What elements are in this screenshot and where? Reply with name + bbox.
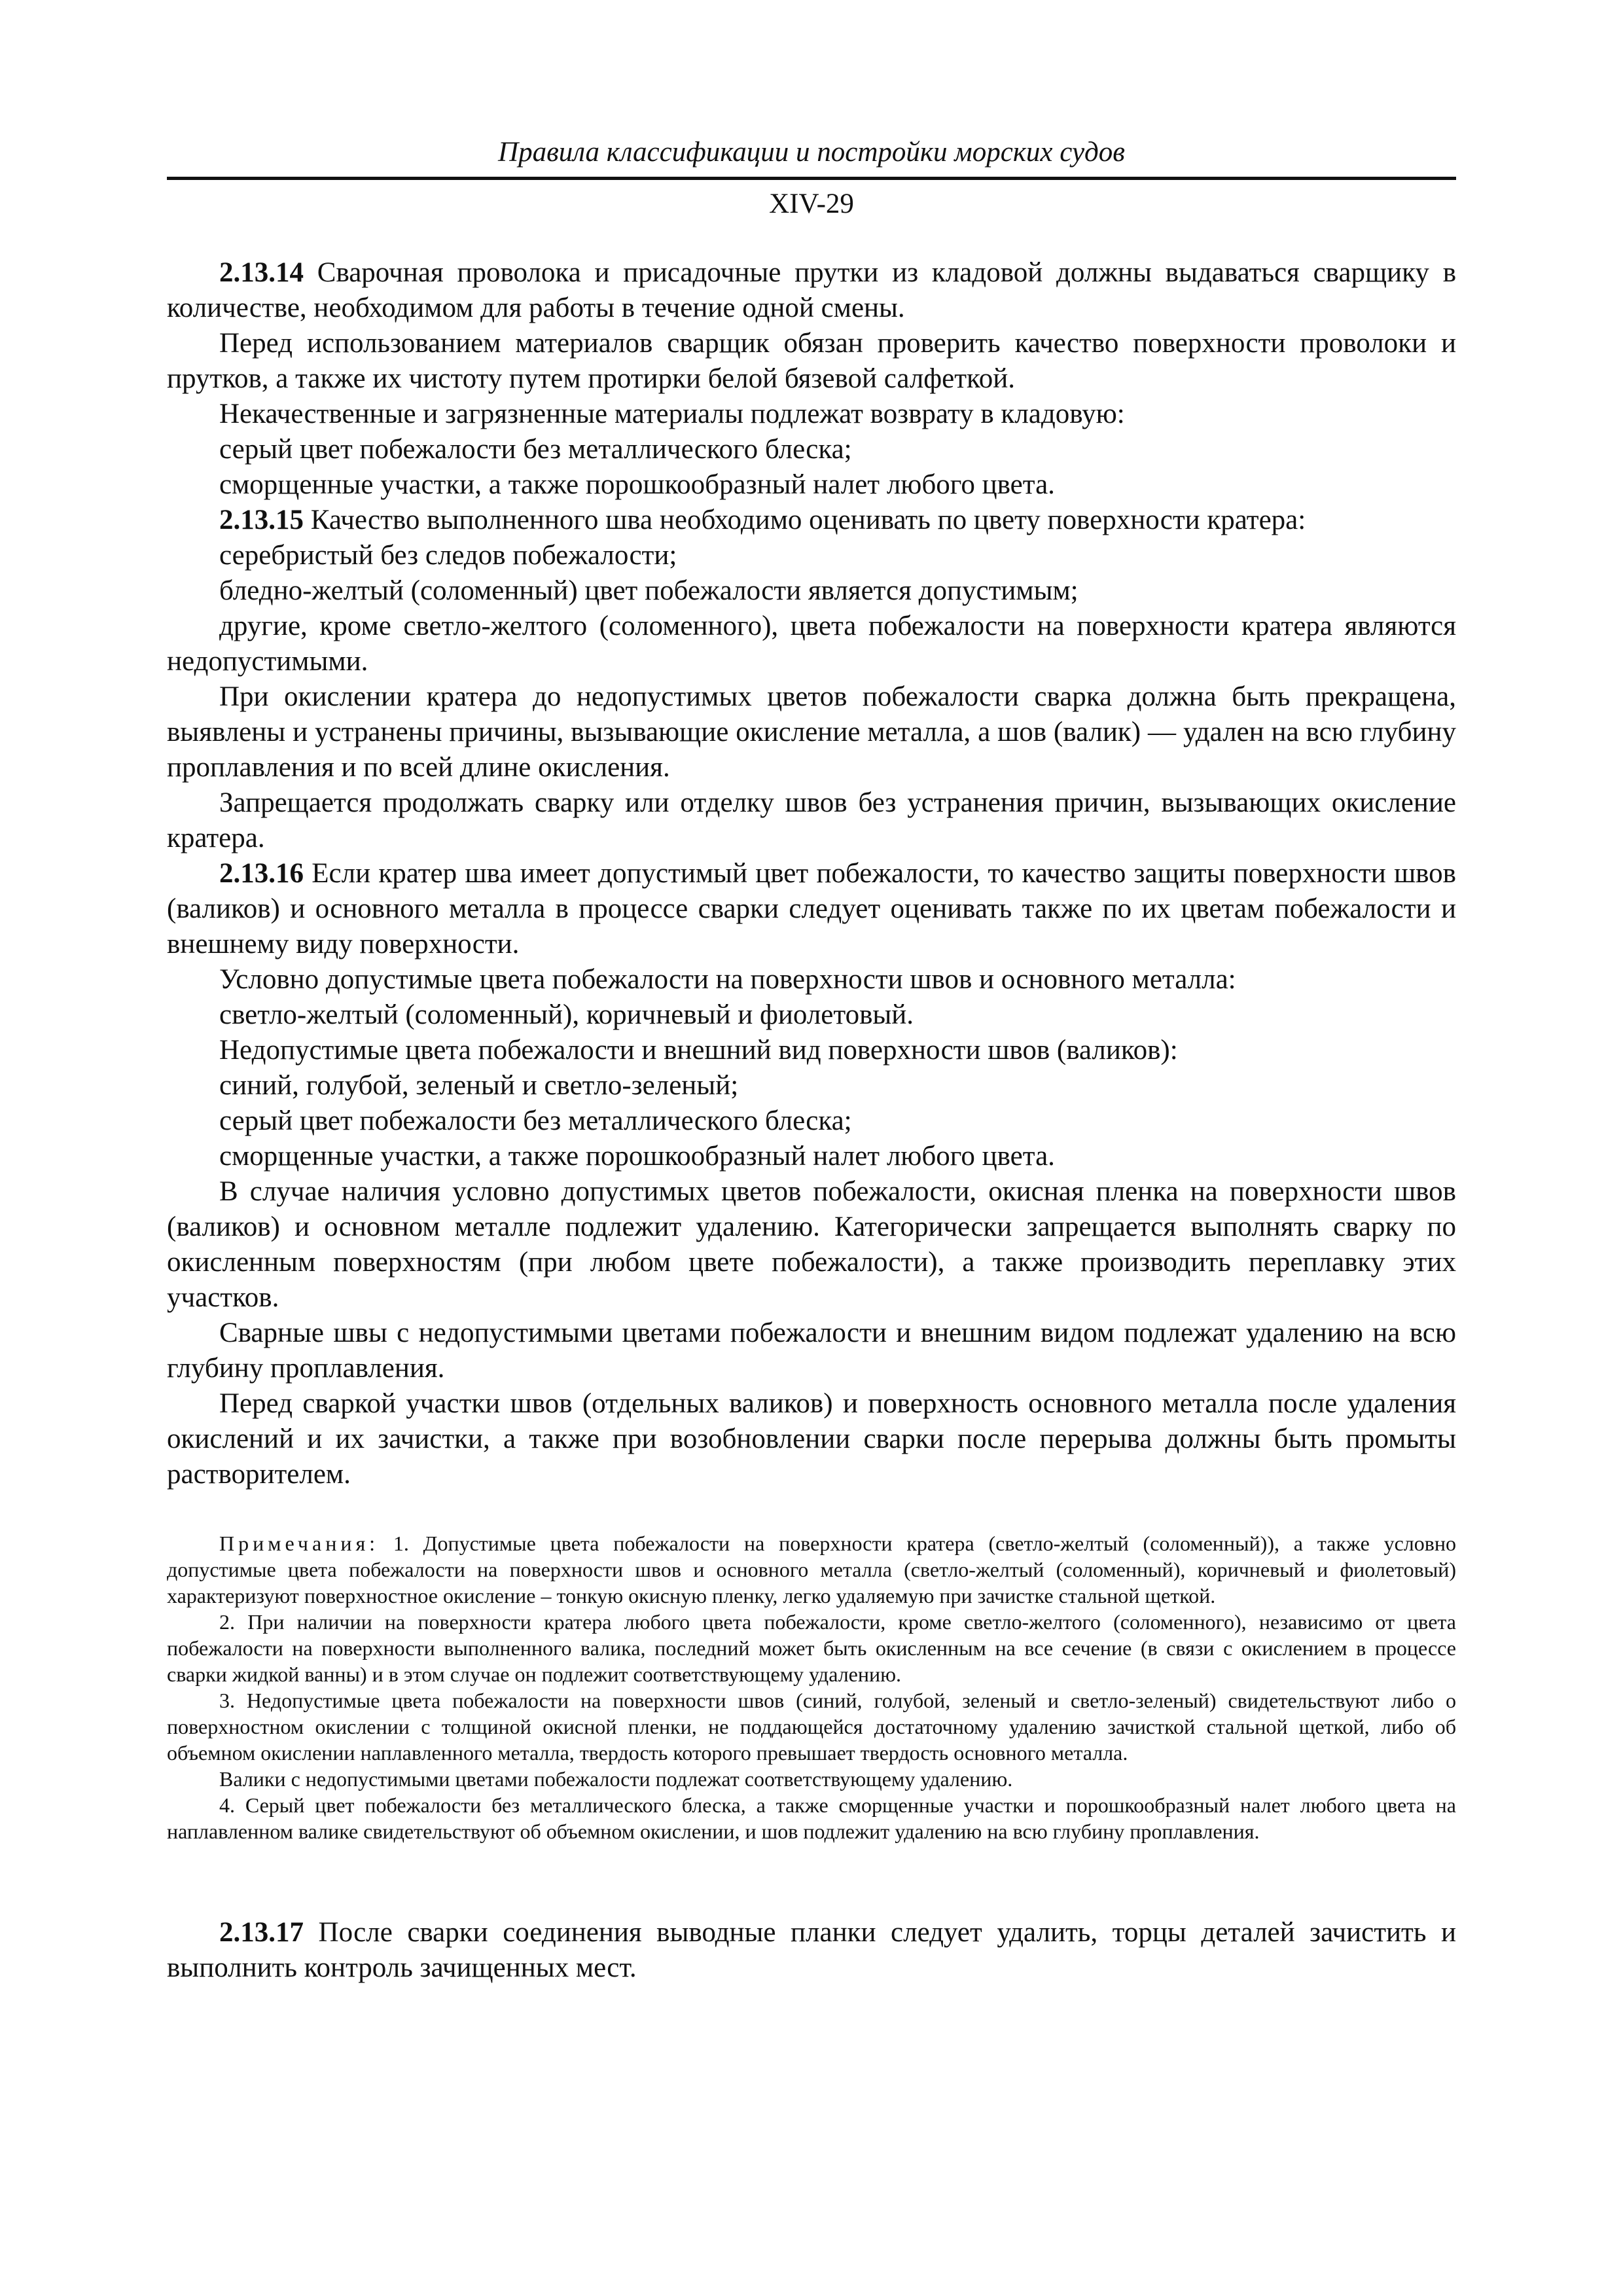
list-item: серебристый без следов побежалости; xyxy=(219,540,677,571)
paragraph xyxy=(167,255,1456,326)
list-item: сморщенные участки, а также порошкообразный налет любого цвета. xyxy=(219,1141,1055,1172)
note-3: 3. Недопустимые цвета побежалости на поверхности швов (синий, голубой, зеленый и светло-зеленый) свидетельствуют либо о поверхностном окислении с толщиной окисной пленки, не поддающейся достаточному удалению зачисткой стальной щеткой, либо об объемном окислении наплавленного металла, твердость которого превышает твердость основного металла. xyxy=(167,1689,1456,1765)
paragraph: Запрещается продолжать сварку или отделку швов без устранения причин, вызывающих окисление кратера. xyxy=(167,787,1456,853)
note-3-continuation: Валики с недопустимыми цветами побежалости подлежат соответствующему удалению. xyxy=(219,1767,1013,1791)
notes-label: Примечания: xyxy=(219,1532,380,1555)
list-item: серый цвет побежалости без металлического блеска; xyxy=(219,1105,852,1136)
clause-number: 2.13.14 xyxy=(219,257,304,288)
paragraph: При окислении кратера до недопустимых цветов побежалости сварка должна быть прекращена, выявлены и устранены причины, вызывающие окисление металла, а шов (валик) — удален на всю глубину проплавления и по всей длине окисления. xyxy=(167,681,1456,783)
header-rule xyxy=(167,177,1456,180)
list-item: другие, кроме светло-желтого (соломенного), цвета побежалости на поверхности кратера являются недопустимыми. xyxy=(167,611,1456,677)
list-item: светло-желтый (соломенный), коричневый и фиолетовый. xyxy=(219,999,914,1030)
body-text xyxy=(167,255,1456,1986)
paragraph xyxy=(167,856,1456,962)
note-1 xyxy=(167,1530,1456,1609)
clause-number: 2.13.17 xyxy=(219,1917,304,1948)
clause-number: 2.13.15 xyxy=(219,505,304,535)
paragraph-text: Сварочная проволока и присадочные прутки из кладовой должны выдаваться сварщику в количестве, необходимом для работы в течение одной смены. xyxy=(167,257,1456,323)
paragraph: Перед использованием материалов сварщик обязан проверить качество поверхности проволоки и прутков, а также их чистоту путем протирки белой бязевой салфеткой. xyxy=(167,328,1456,394)
paragraph xyxy=(167,1915,1456,1986)
clause-number: 2.13.16 xyxy=(219,858,304,889)
notes-section xyxy=(167,1530,1456,1844)
paragraph: Некачественные и загрязненные материалы подлежат возврату в кладовую: xyxy=(219,399,1125,429)
paragraph: Недопустимые цвета побежалости и внешний вид поверхности швов (валиков): xyxy=(219,1035,1178,1066)
page-number: XIV-29 xyxy=(769,188,854,219)
list-item: сморщенные участки, а также порошкообразный налет любого цвета. xyxy=(219,469,1055,500)
paragraph-text: После сварки соединения выводные планки следует удалить, торцы деталей зачистить и выполнить контроль зачищенных мест. xyxy=(167,1917,1456,1983)
note-2: 2. При наличии на поверхности кратера любого цвета побежалости, кроме светло-желтого (соломенного), независимо от цвета побежалости на поверхности выполненного валика, последний может быть окисленным на все сечение (в связи с окислением в процессе сварки жидкой ванны) и в этом случае он подлежит соответствующему удалению. xyxy=(167,1610,1456,1686)
running-header: Правила классификации и постройки морских судов xyxy=(498,137,1125,168)
paragraph: Перед сваркой участки швов (отдельных валиков) и поверхность основного металла после удаления окислений и их зачистки, а также при возобновлении сварки после перерыва должны быть промыты растворителем. xyxy=(167,1388,1456,1490)
list-item: серый цвет побежалости без металлического блеска; xyxy=(219,434,852,465)
paragraph: Сварные швы с недопустимыми цветами побежалости и внешним видом подлежат удалению на всю глубину проплавления. xyxy=(167,1318,1456,1384)
note-4: 4. Серый цвет побежалости без металлического блеска, а также сморщенные участки и порошкообразный налет любого цвета на наплавленном валике свидетельствуют об объемном окислении, и шов подлежит удалению на всю глубину проплавления. xyxy=(167,1793,1456,1843)
paragraph xyxy=(167,503,1456,538)
paragraph-text: Качество выполненного шва необходимо оценивать по цвету поверхности кратера: xyxy=(304,505,1306,535)
list-item: бледно-желтый (соломенный) цвет побежалости является допустимым; xyxy=(219,575,1079,606)
paragraph: В случае наличия условно допустимых цветов побежалости, окисная пленка на поверхности швов (валиков) и основном металле подлежит удалению. Категорически запрещается выполнять сварку по окисленным поверхностям (при любом цвете побежалости), а также производить переплавку этих участков. xyxy=(167,1176,1456,1313)
paragraph-text: Если кратер шва имеет допустимый цвет побежалости, то качество защиты поверхности швов (валиков) и основного металла в процессе сварки следует оценивать также по их цветам побежалости и внешнему виду поверхности. xyxy=(167,858,1456,960)
paragraph: Условно допустимые цвета побежалости на поверхности швов и основного металла: xyxy=(219,964,1236,995)
note-text: 1. Допустимые цвета побежалости на поверхности кратера (светло-желтый (соломенный)), а также условно допустимые цвета побежалости на поверхности швов и основного металла (светло-желтый (соломенный), коричневый и фиолетовый) характеризуют поверхностное окисление – тонкую окисную пленку, легко удаляемую при зачистке стальной щеткой. xyxy=(167,1532,1456,1607)
list-item: синий, голубой, зеленый и светло-зеленый; xyxy=(219,1070,739,1101)
